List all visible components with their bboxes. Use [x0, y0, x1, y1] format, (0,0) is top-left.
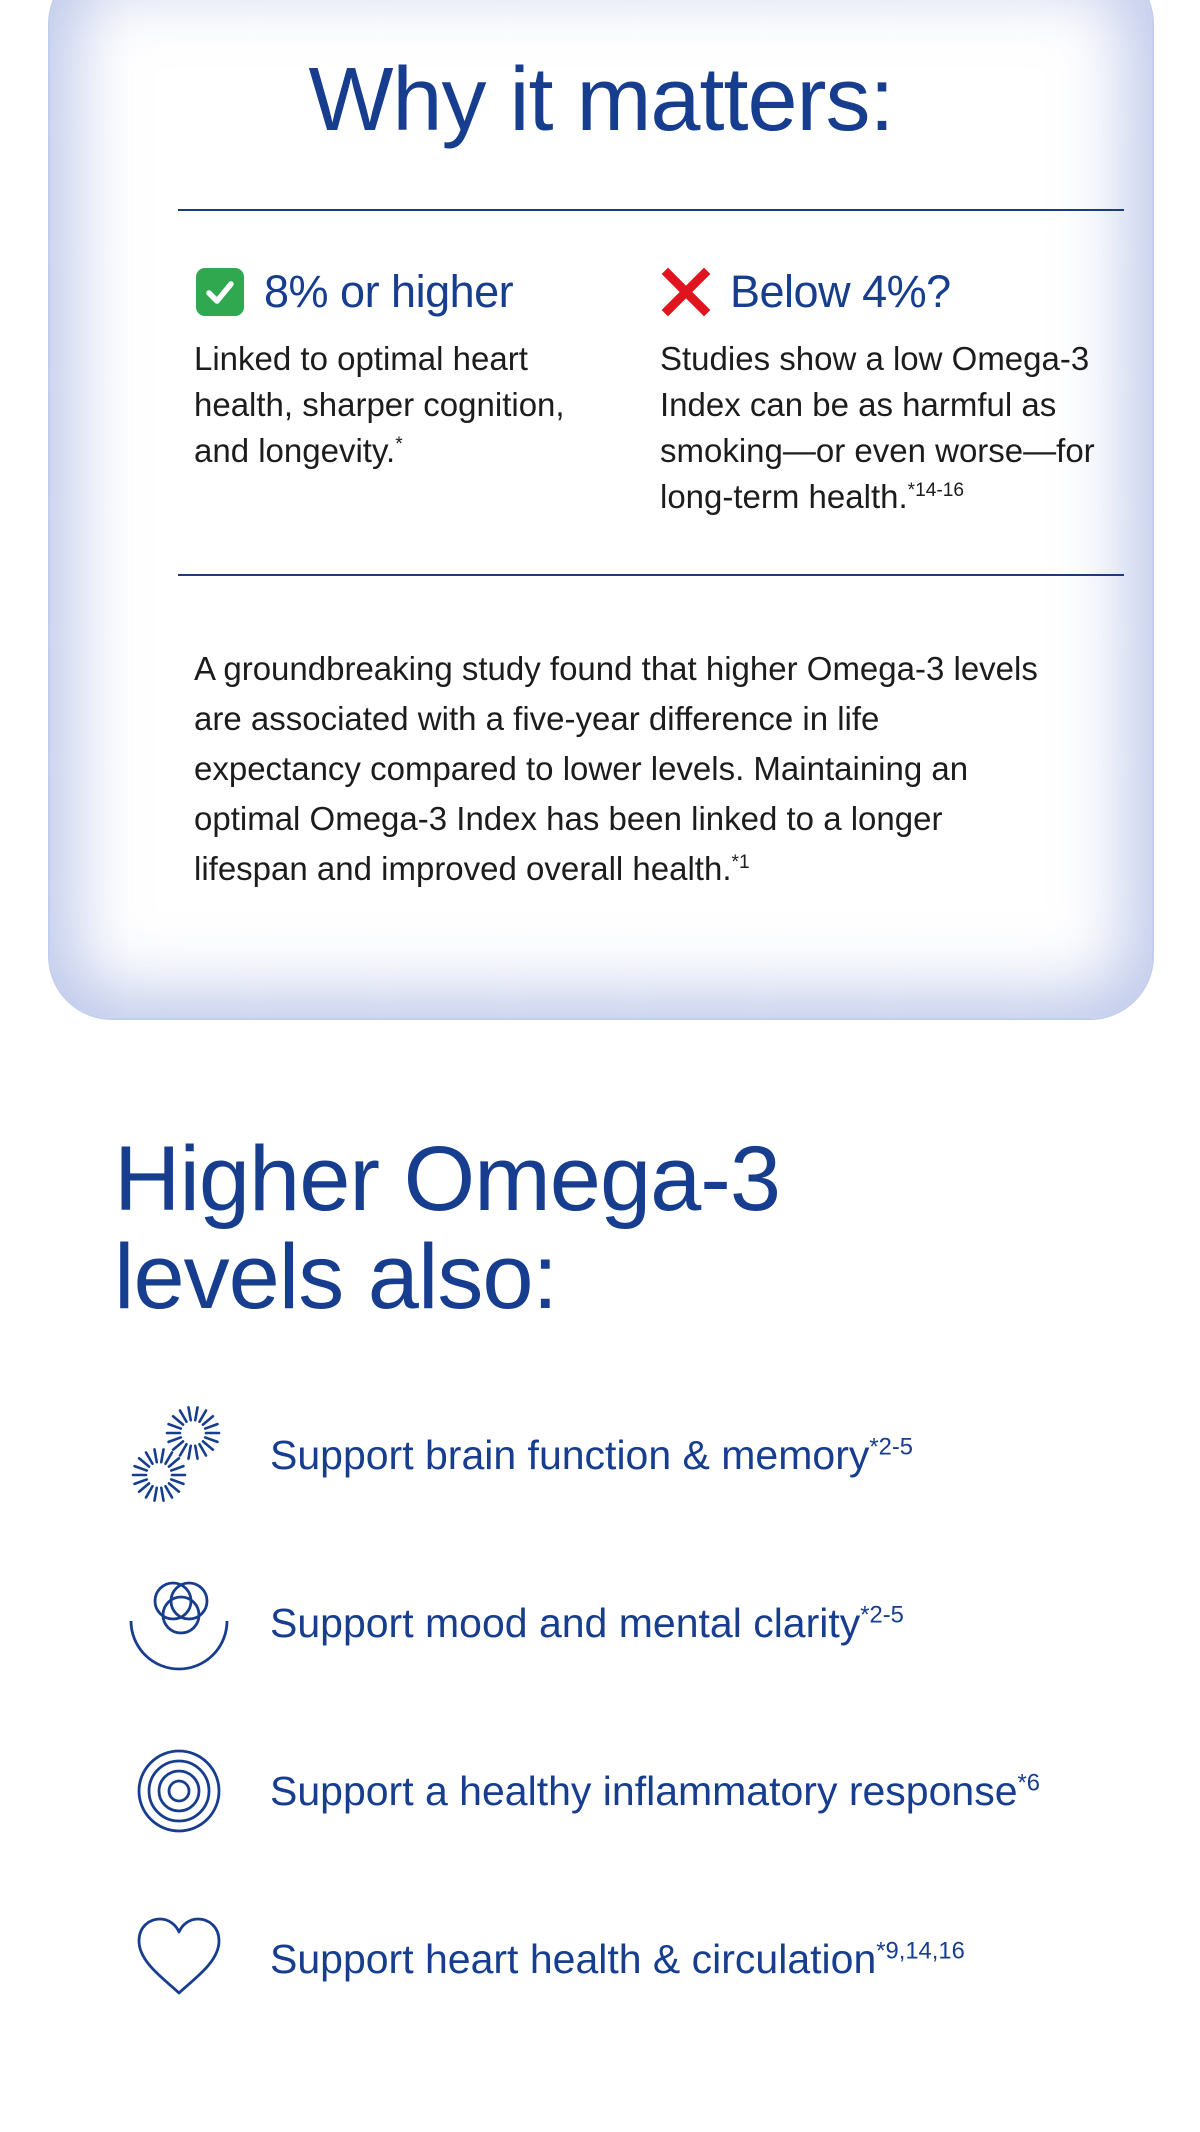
benefits-title: Higher Omega-3 levels also: [114, 1128, 781, 1328]
benefit-heart [124, 1904, 965, 2014]
low-level-heading: Below 4%? [730, 266, 951, 317]
concentric-circles-icon [124, 1736, 234, 1846]
optimal-level-heading: 8% or higher [264, 266, 514, 317]
benefit-text: Support brain function & memory$^{*2-5}$ [270, 1431, 913, 1478]
low-level-description: Studies show a low Omega-3 Index can be as harmful as smoking—or even worse—for long-term health.$^{*14-16}$ [660, 340, 1095, 515]
benefit-inflammation [124, 1736, 1040, 1846]
benefit-brain [124, 1400, 913, 1510]
benefit-text: Support heart health & circulation$^{*9,14,16}$ [270, 1935, 965, 1982]
optimal-level-description: Linked to optimal heart health, sharper cognition, and longevity.* [194, 340, 565, 469]
brain-sparks-icon [124, 1400, 234, 1510]
heart-icon [124, 1904, 234, 2014]
divider-top [178, 209, 1124, 211]
check-mark-icon [194, 266, 246, 318]
benefit-text: Support mood and mental clarity$^{*2-5}$ [270, 1599, 904, 1646]
optimal-level-column [194, 262, 654, 474]
benefit-mood [124, 1568, 904, 1678]
divider-bottom [178, 574, 1124, 576]
benefit-text: Support a healthy inflammatory response$^{*6}$ [270, 1767, 1040, 1814]
card-title: Why it matters: [308, 50, 894, 150]
study-paragraph: A groundbreaking study found that higher Omega-3 levels are associated with a five-year difference in life expectancy compared to lower levels. Maintaining an optimal Omega-3 Index has been linked to a longer lifespan and improved overall health.$^{*1}$ [194, 650, 1038, 887]
low-level-column [660, 262, 1120, 520]
cross-mark-icon [660, 266, 712, 318]
why-it-matters-card [48, 0, 1154, 1020]
mood-circles-icon [124, 1568, 234, 1678]
